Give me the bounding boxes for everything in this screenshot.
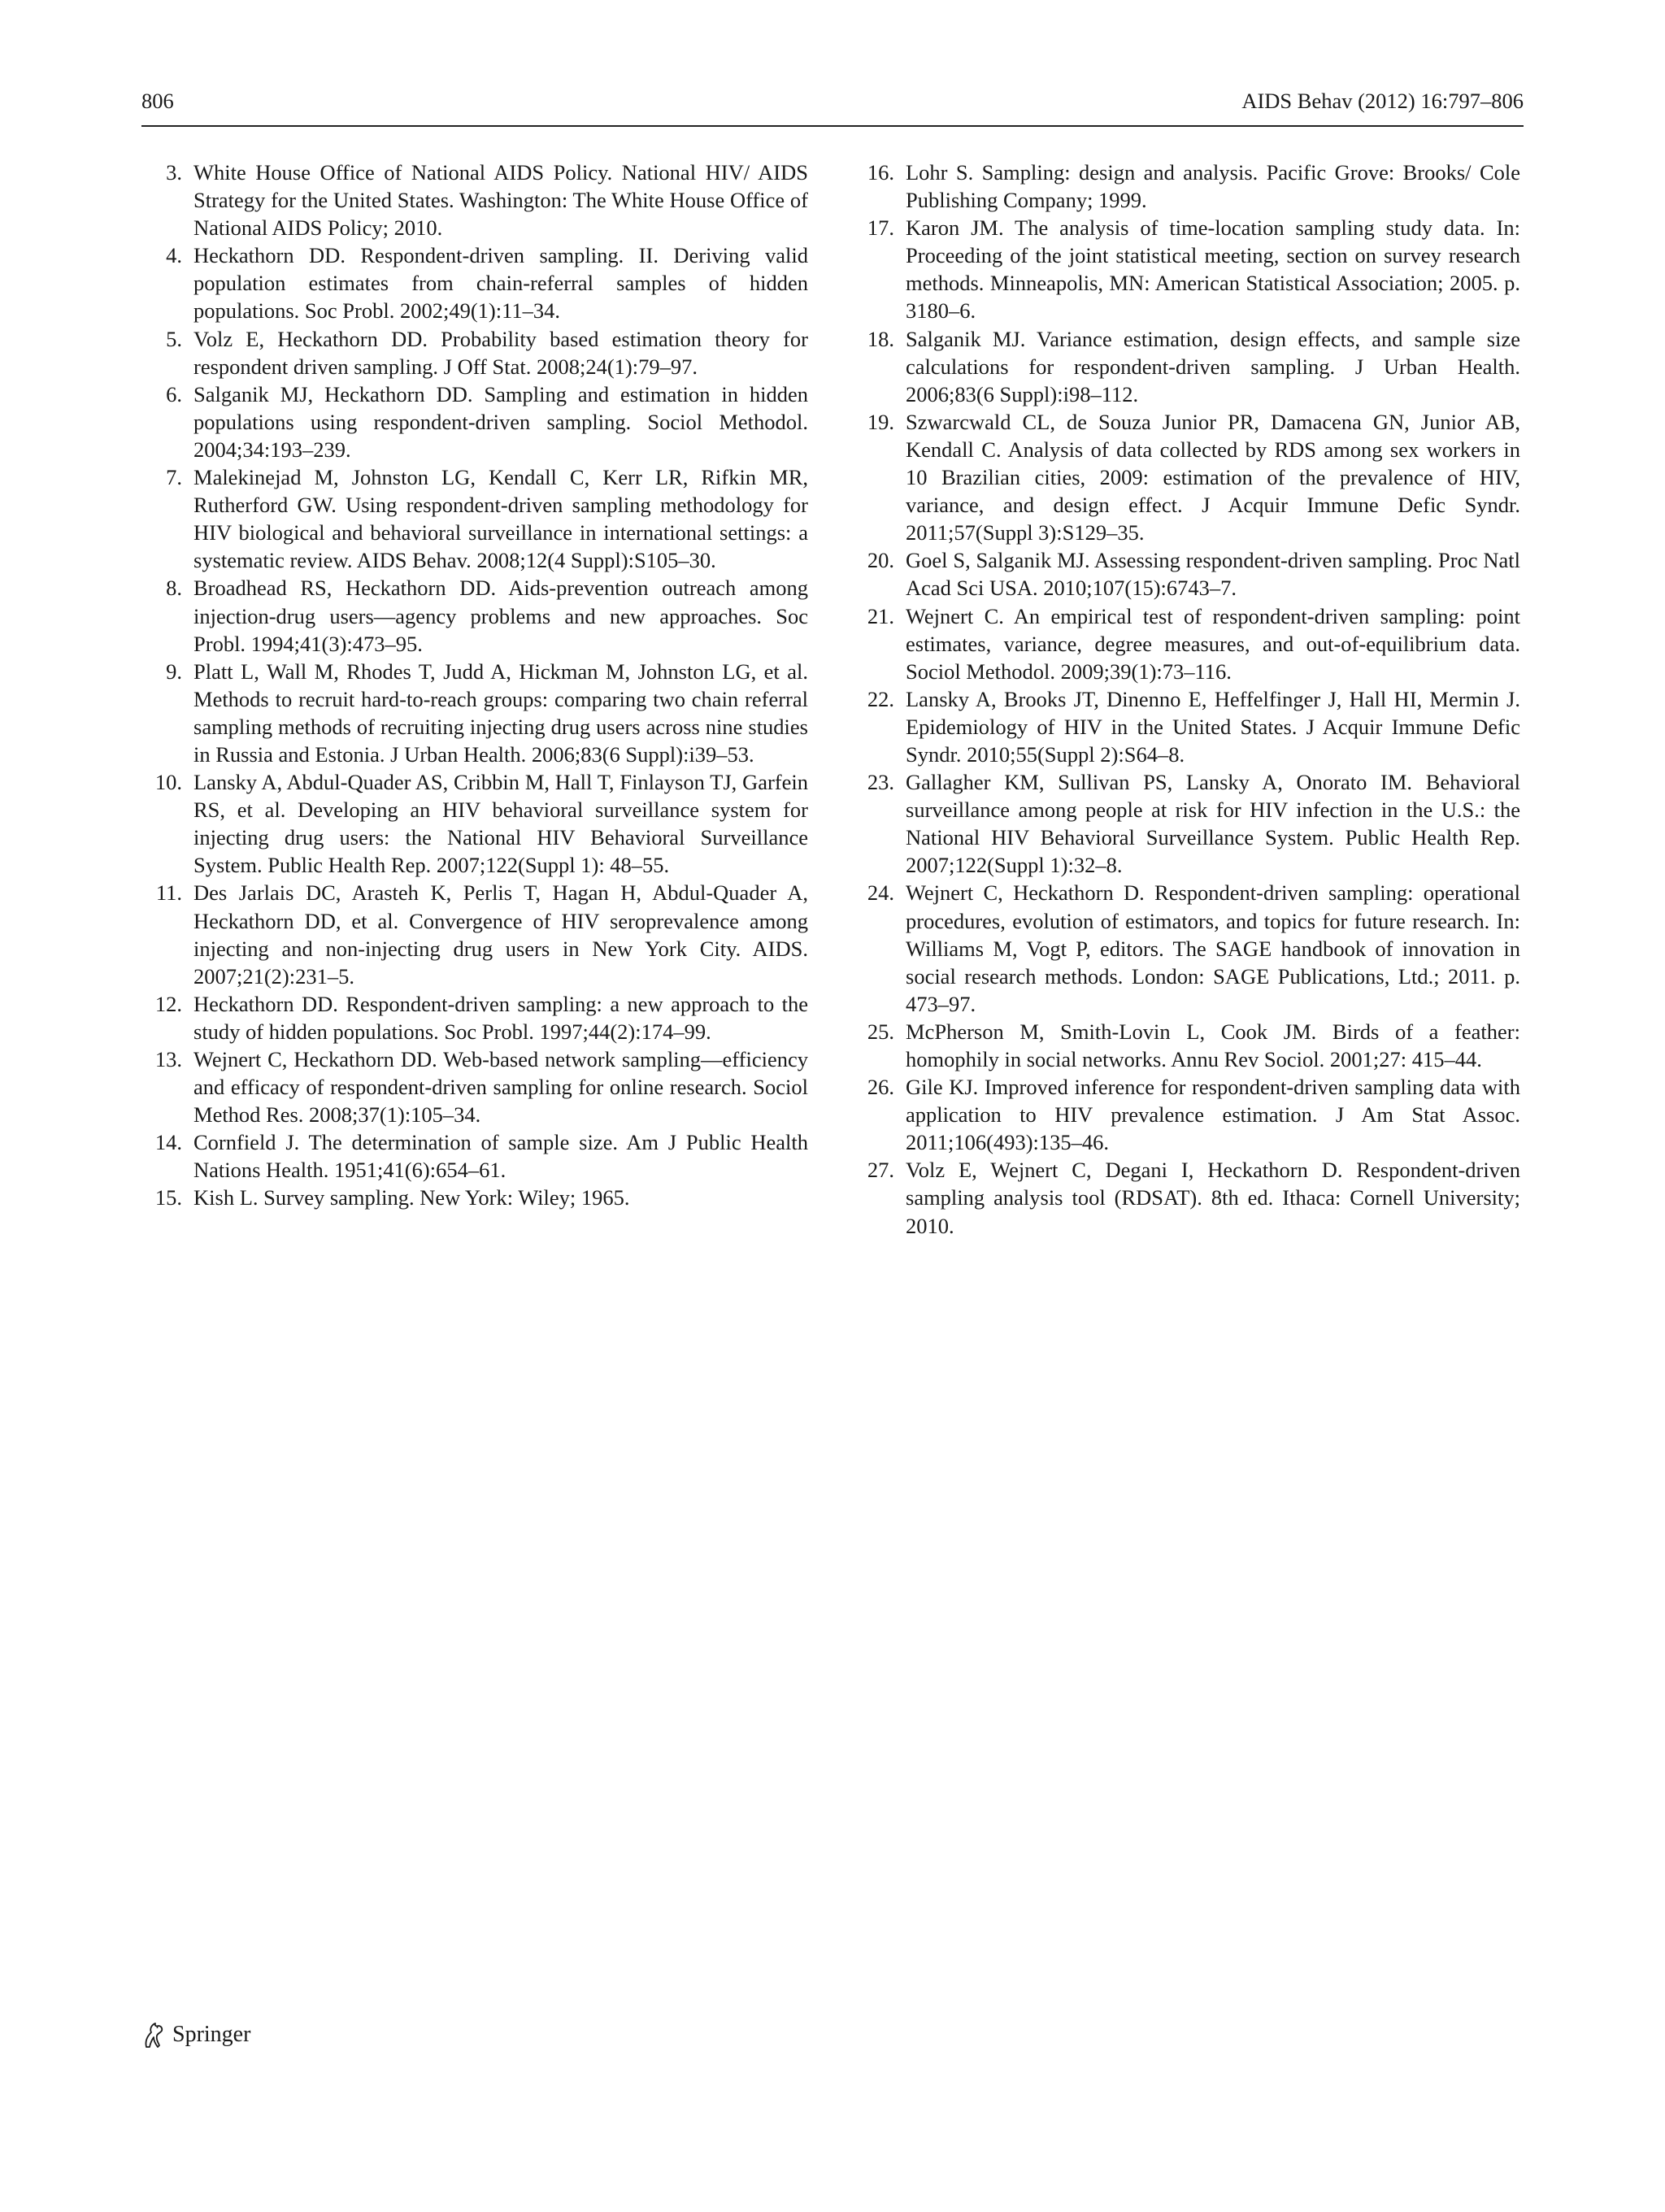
reference-number: 13. bbox=[154, 1047, 182, 1071]
reference-number: 23. bbox=[867, 770, 894, 795]
publisher-name: Springer bbox=[172, 2022, 251, 2047]
reference-item bbox=[141, 768, 808, 879]
publisher-footer bbox=[141, 2021, 250, 2049]
reference-item bbox=[854, 1073, 1520, 1156]
reference-text: Goel S, Salganik MJ. Assessing respondent-driven sampling. Proc Natl Acad Sci USA. 2010;107(15):6743–7. bbox=[906, 548, 1520, 601]
reference-number: 5. bbox=[166, 326, 182, 351]
reference-number: 14. bbox=[154, 1130, 182, 1155]
reference-item bbox=[141, 879, 808, 989]
reference-text: Wejnert C, Heckathorn D. Respondent-driven sampling: operational procedures, evolution of estimators, and topics for future research. In: Williams M, Vogt P, editors. The SAGE handbook of innovation in social research methods. London: SAGE Publications, Ltd.; 2011. p. 473–97. bbox=[906, 880, 1520, 1016]
reference-number: 15. bbox=[154, 1185, 182, 1210]
reference-text: Wejnert C. An empirical test of respondent-driven sampling: point estimates, variance, degree measures, and out-of-equilibrium data. Sociol Methodol. 2009;39(1):73–116. bbox=[906, 603, 1520, 684]
reference-text: Wejnert C, Heckathorn DD. Web-based network sampling—efficiency and efficacy of respondent-driven sampling for online research. Sociol Method Res. 2008;37(1):105–34. bbox=[193, 1047, 808, 1128]
reference-number: 7. bbox=[166, 465, 182, 490]
reference-item bbox=[854, 1156, 1520, 1239]
reference-number: 17. bbox=[867, 215, 894, 241]
reference-number: 27. bbox=[867, 1158, 894, 1183]
references-column-right bbox=[854, 159, 1520, 1240]
reference-text: Karon JM. The analysis of time-location sampling study data. In: Proceeding of the joint statistical meeting, section on survey research methods. Minneapolis, MN: American Statistical Association; 2005. p. 3180–6. bbox=[906, 215, 1520, 324]
reference-item bbox=[854, 408, 1520, 546]
reference-text: Kish L. Survey sampling. New York: Wiley; 1965. bbox=[193, 1185, 630, 1210]
reference-text: Volz E, Heckathorn DD. Probability based estimation theory for respondent driven sampling. J Off Stat. 2008;24(1):79–97. bbox=[193, 326, 808, 379]
reference-number: 22. bbox=[867, 686, 894, 711]
references-column-left bbox=[141, 159, 808, 1212]
reference-item bbox=[854, 546, 1520, 602]
reference-item bbox=[854, 1018, 1520, 1073]
reference-text: Gile KJ. Improved inference for respondent-driven sampling data with application to HIV prevalence estimation. J Am Stat Assoc. 2011;106(493):135–46. bbox=[906, 1075, 1520, 1155]
reference-item bbox=[141, 1128, 808, 1184]
reference-number: 26. bbox=[867, 1075, 894, 1100]
reference-text: White House Office of National AIDS Policy. National HIV/ AIDS Strategy for the United States. Washington: The White House Office of National AIDS Policy; 2010. bbox=[193, 160, 808, 241]
reference-item bbox=[141, 1045, 808, 1128]
reference-number: 24. bbox=[867, 880, 894, 906]
reference-text: Heckathorn DD. Respondent-driven sampling. II. Deriving valid population estimates from chain-referral samples of hidden populations. Soc Probl. 2002;49(1):11–34. bbox=[193, 243, 808, 324]
reference-text: Szwarcwald CL, de Souza Junior PR, Damacena GN, Junior AB, Kendall C. Analysis of data collected by RDS among sex workers in 10 Brazilian cities, 2009: estimation of the prevalence of HIV, variance, and design effect. J Acquir Immune Defic Syndr. 2011;57(Suppl 3):S129–35. bbox=[906, 409, 1520, 545]
reference-item bbox=[141, 463, 808, 574]
page-number: 806 bbox=[141, 89, 174, 113]
reference-number: 10. bbox=[154, 770, 182, 795]
reference-item bbox=[141, 380, 808, 463]
reference-number: 6. bbox=[166, 381, 182, 406]
reference-number: 18. bbox=[867, 326, 894, 351]
reference-number: 20. bbox=[867, 548, 894, 573]
reference-number: 16. bbox=[867, 160, 894, 185]
reference-text: Malekinejad M, Johnston LG, Kendall C, Kerr LR, Rifkin MR, Rutherford GW. Using respondent-driven sampling methodology for HIV biological and behavioral surveillance in international settings: a systematic review. AIDS Behav. 2008;12(4 Suppl):S105–30. bbox=[193, 465, 808, 573]
reference-item bbox=[854, 768, 1520, 879]
reference-item bbox=[141, 658, 808, 768]
reference-item bbox=[141, 159, 808, 241]
reference-text: Platt L, Wall M, Rhodes T, Judd A, Hickman M, Johnston LG, et al. Methods to recruit hard-to-reach groups: comparing two chain referral sampling methods of recruiting injecting drug users across nine studies in Russia and Estonia. J Urban Health. 2006;83(6 Suppl):i39–53. bbox=[193, 658, 808, 767]
reference-number: 8. bbox=[166, 576, 182, 601]
reference-text: Des Jarlais DC, Arasteh K, Perlis T, Hagan H, Abdul-Quader A, Heckathorn DD, et al. Convergence of HIV seroprevalence among injecting and non-injecting drug users in New York City. AIDS. 2007;21(2):231–5. bbox=[193, 880, 808, 989]
reference-item bbox=[854, 214, 1520, 324]
reference-number: 4. bbox=[166, 243, 182, 268]
springer-horse-icon bbox=[141, 2021, 166, 2049]
reference-item bbox=[854, 159, 1520, 214]
reference-text: McPherson M, Smith-Lovin L, Cook JM. Birds of a feather: homophily in social networks. Annu Rev Sociol. 2001;27: 415–44. bbox=[906, 1019, 1520, 1071]
reference-text: Cornfield J. The determination of sample size. Am J Public Health Nations Health. 1951;41(6):654–61. bbox=[193, 1130, 808, 1183]
reference-number: 9. bbox=[166, 658, 182, 684]
reference-item bbox=[141, 241, 808, 324]
reference-text: Salganik MJ. Variance estimation, design effects, and sample size calculations for respondent-driven sampling. J Urban Health. 2006;83(6 Suppl):i98–112. bbox=[906, 326, 1520, 406]
reference-text: Broadhead RS, Heckathorn DD. Aids-prevention outreach among injection-drug users—agency problems and new approaches. Soc Probl. 1994;41(3):473–95. bbox=[193, 576, 808, 656]
reference-text: Heckathorn DD. Respondent-driven sampling: a new approach to the study of hidden populations. Soc Probl. 1997;44(2):174–99. bbox=[193, 991, 808, 1044]
reference-item bbox=[854, 685, 1520, 768]
reference-text: Gallagher KM, Sullivan PS, Lansky A, Onorato IM. Behavioral surveillance among people at risk for HIV infection in the U.S.: the National HIV Behavioral Surveillance System. Public Health Rep. 2007;122(Suppl 1):32–8. bbox=[906, 770, 1520, 878]
header-rule bbox=[141, 125, 1524, 127]
reference-text: Volz E, Wejnert C, Degani I, Heckathorn D. Respondent-driven sampling analysis tool (RDSAT). 8th ed. Ithaca: Cornell University; 2010. bbox=[906, 1158, 1520, 1238]
journal-citation: AIDS Behav (2012) 16:797–806 bbox=[1241, 89, 1524, 113]
reference-item bbox=[141, 574, 808, 657]
reference-number: 11. bbox=[155, 880, 182, 906]
reference-item bbox=[854, 325, 1520, 408]
reference-item bbox=[141, 990, 808, 1045]
reference-number: 3. bbox=[166, 160, 182, 185]
reference-item bbox=[854, 602, 1520, 685]
reference-number: 21. bbox=[867, 603, 894, 628]
reference-text: Salganik MJ, Heckathorn DD. Sampling and estimation in hidden populations using respondent-driven sampling. Sociol Methodol. 2004;34:193–239. bbox=[193, 381, 808, 462]
reference-number: 25. bbox=[867, 1019, 894, 1044]
reference-item bbox=[141, 325, 808, 380]
reference-number: 19. bbox=[867, 409, 894, 434]
reference-text: Lansky A, Abdul-Quader AS, Cribbin M, Hall T, Finlayson TJ, Garfein RS, et al. Developing an HIV behavioral surveillance system for injecting drug users: the National HIV Behavioral Surveillance System. Public Health Rep. 2007;122(Suppl 1): 48–55. bbox=[193, 770, 808, 878]
reference-item bbox=[854, 879, 1520, 1017]
reference-text: Lohr S. Sampling: design and analysis. Pacific Grove: Brooks/ Cole Publishing Company; 1999. bbox=[906, 160, 1520, 213]
reference-item bbox=[141, 1184, 808, 1211]
reference-text: Lansky A, Brooks JT, Dinenno E, Heffelfinger J, Hall HI, Mermin J. Epidemiology of HIV in the United States. J Acquir Immune Defic Syndr. 2010;55(Suppl 2):S64–8. bbox=[906, 686, 1520, 767]
reference-number: 12. bbox=[154, 991, 182, 1016]
